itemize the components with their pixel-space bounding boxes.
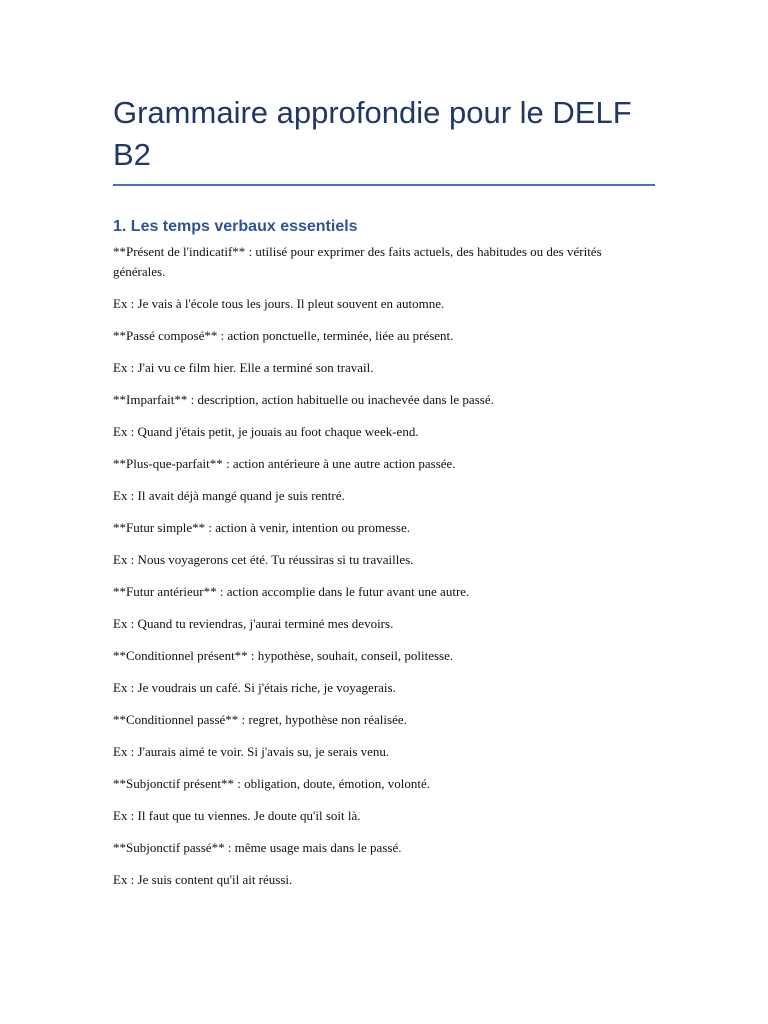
paragraph-futur-anterieur-definition: **Futur antérieur** : action accomplie dans le futur avant une autre. [113,584,470,599]
paragraph-imparfait-definition: **Imparfait** : description, action habituelle ou inachevée dans le passé. [113,392,494,407]
section-body [113,242,655,890]
paragraph-passe-compose-definition: **Passé composé** : action ponctuelle, terminée, liée au présent. [113,328,454,343]
paragraph-plus-que-parfait-example: Ex : Il avait déjà mangé quand je suis rentré. [113,488,345,503]
paragraph-conditionnel-present-example: Ex : Je voudrais un café. Si j'étais riche, je voyagerais. [113,680,396,695]
paragraph-passe-compose-example: Ex : J'ai vu ce film hier. Elle a terminé son travail. [113,360,374,375]
paragraph-present-example: Ex : Je vais à l'école tous les jours. Il pleut souvent en automne. [113,296,445,311]
paragraph-subjonctif-present-example: Ex : Il faut que tu viennes. Je doute qu'il soit là. [113,808,361,823]
paragraph-present-definition: **Présent de l'indicatif** : utilisé pour exprimer des faits actuels, des habitudes ou des vérités générales. [113,244,602,279]
paragraph-futur-simple-example: Ex : Nous voyagerons cet été. Tu réussiras si tu travailles. [113,552,414,567]
paragraph-futur-anterieur-example: Ex : Quand tu reviendras, j'aurai terminé mes devoirs. [113,616,394,631]
paragraph-conditionnel-passe-example: Ex : J'aurais aimé te voir. Si j'avais su, je serais venu. [113,744,390,759]
paragraph-plus-que-parfait-definition: **Plus-que-parfait** : action antérieure à une autre action passée. [113,456,456,471]
paragraph-conditionnel-passe-definition: **Conditionnel passé** : regret, hypothèse non réalisée. [113,712,407,727]
paragraph-conditionnel-present-definition: **Conditionnel présent** : hypothèse, souhait, conseil, politesse. [113,648,454,663]
paragraph-futur-simple-definition: **Futur simple** : action à venir, intention ou promesse. [113,520,410,535]
document-page [113,92,655,902]
document-title: Grammaire approfondie pour le DELF B2 [113,92,655,186]
paragraph-imparfait-example: Ex : Quand j'étais petit, je jouais au foot chaque week-end. [113,424,419,439]
section-heading: 1. Les temps verbaux essentiels [113,218,358,235]
paragraph-subjonctif-passe-example: Ex : Je suis content qu'il ait réussi. [113,872,293,887]
paragraph-subjonctif-present-definition: **Subjonctif présent** : obligation, doute, émotion, volonté. [113,776,431,791]
paragraph-subjonctif-passe-definition: **Subjonctif passé** : même usage mais dans le passé. [113,840,402,855]
